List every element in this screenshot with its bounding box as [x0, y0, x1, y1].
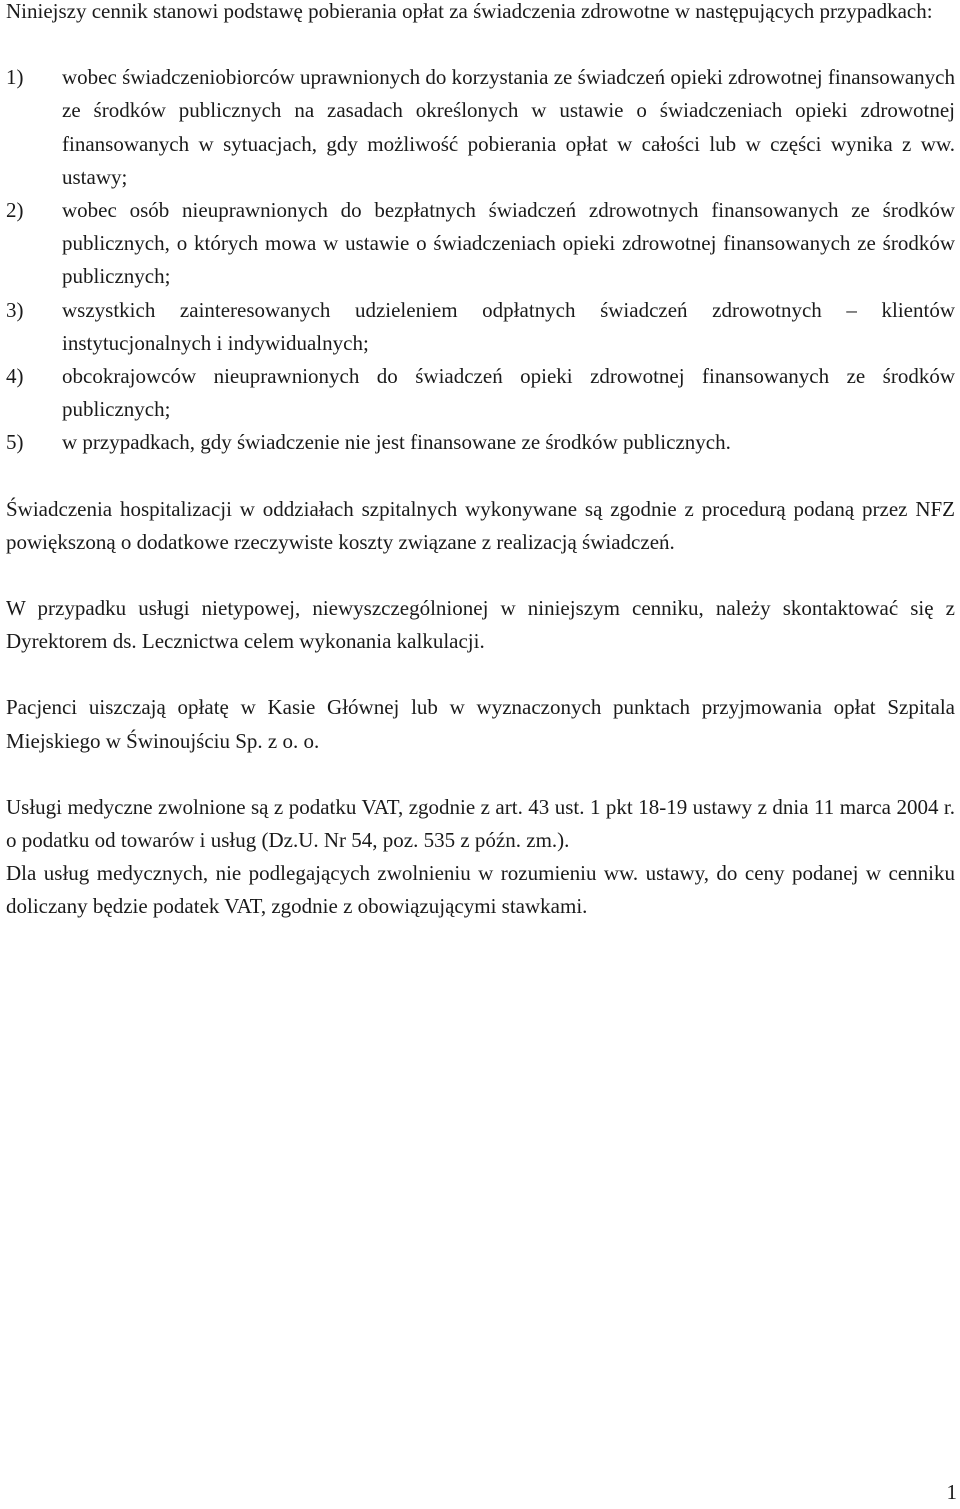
vat-exemption-paragraph: Usługi medyczne zwolnione są z podatku VAT, zgodnie z art. 43 ust. 1 pkt 18-19 ustawy z dnia 11 marca 2004 r. o podatku od towarów i usług (Dz.U. Nr 54, poz. 535 z późn. zm.).: [6, 794, 955, 853]
intro-paragraph: Niniejszy cennik stanowi podstawę pobierania opłat za świadczenia zdrowotne w następujących przypadkach:: [6, 0, 933, 23]
cases-list: [6, 61, 955, 459]
vat-added-paragraph: Dla usług medycznych, nie podlegających zwolnieniu w rozumieniu ww. ustawy, do ceny podanej w cenniku doliczany będzie podatek VAT, zgodnie z obowiązującymi stawkami.: [6, 861, 955, 919]
list-item: [6, 61, 955, 194]
list-item-text: obcokrajowców nieuprawnionych do świadczeń opieki zdrowotnej finansowanych ze środków publicznych;: [62, 364, 955, 422]
page-number: 1: [946, 1480, 957, 1504]
list-item: [6, 360, 955, 426]
payment-paragraph: Pacjenci uiszczają opłatę w Kasie Głównej lub w wyznaczonych punktach przyjmowania opłat Szpitala Miejskiego w Świnoujściu Sp. z o. o.: [6, 695, 955, 753]
list-item-number: 1): [6, 65, 24, 90]
list-item-text: wobec osób nieuprawnionych do bezpłatnych świadczeń zdrowotnych finansowanych ze środków publicznych, o których mowa w ustawie o świadczeniach opieki zdrowotnej finansowanych ze środków publicznych;: [62, 198, 955, 289]
list-item-text: wszystkich zainteresowanych udzieleniem odpłatnych świadczeń zdrowotnych – klientów instytucjonalnych i indywidualnych;: [62, 297, 955, 355]
list-item-number: 5): [6, 430, 24, 455]
list-item-number: 2): [6, 198, 24, 223]
hospitalization-paragraph: Świadczenia hospitalizacji w oddziałach szpitalnych wykonywane są zgodnie z procedurą podaną przez NFZ powiększoną o dodatkowe rzeczywiste koszty związane z realizacją świadczeń.: [6, 496, 955, 554]
list-item-number: 4): [6, 364, 24, 389]
list-item: [6, 194, 955, 294]
document-page: [6, 0, 955, 924]
list-item: [6, 426, 955, 459]
list-item-text: wobec świadczeniobiorców uprawnionych do korzystania ze świadczeń opieki zdrowotnej finansowanych ze środków publicznych na zasadach określonych w ustawie o świadczeniach opieki zdrowotnej finansowanych w sytuacjach, gdy możliwość pobierania opłat w całości lub w części wynika z ww. ustawy;: [62, 65, 955, 189]
list-item-number: 3): [6, 297, 24, 322]
list-item-text: w przypadkach, gdy świadczenie nie jest finansowane ze środków publicznych.: [62, 430, 731, 455]
atypical-service-paragraph: W przypadku usługi nietypowej, niewyszczególnionej w niniejszym cenniku, należy skontaktować się z Dyrektorem ds. Lecznictwa celem wykonania kalkulacji.: [6, 596, 955, 654]
list-item: [6, 294, 955, 360]
